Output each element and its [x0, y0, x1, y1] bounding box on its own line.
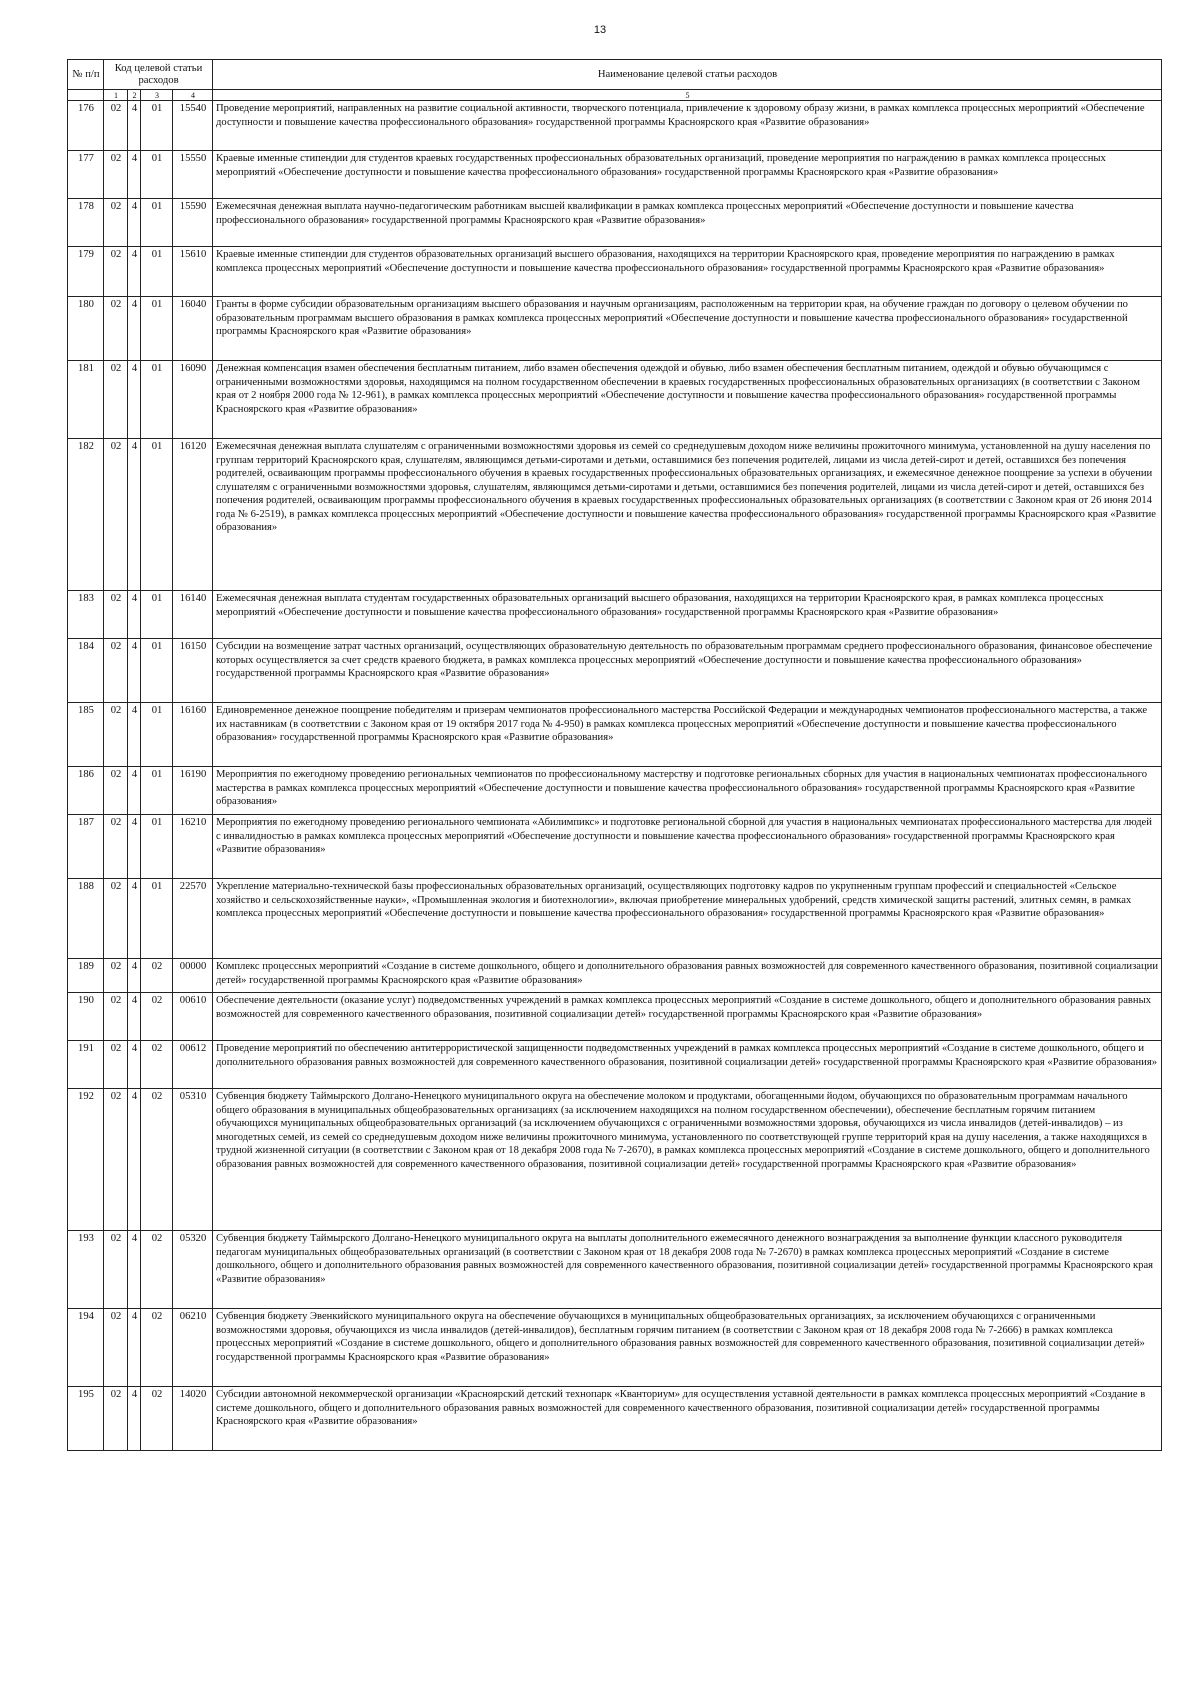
code-direction: 05310 — [173, 1089, 213, 1231]
row-number: 178 — [68, 199, 104, 247]
row-number: 177 — [68, 151, 104, 199]
row-number: 186 — [68, 767, 104, 815]
code-program: 02 — [104, 993, 128, 1041]
expenditure-name: Краевые именные стипендии для студентов краевых государственных профессиональных образовательных организаций, проведение мероприятия по награждению в рамках комплекса процессных мероприятий «Обеспечение доступности и повышение качества профессионального образования» государственной программы Красноярского края «Развитие образования» — [213, 151, 1162, 199]
table-row — [68, 1309, 1162, 1387]
header-number: № п/п — [68, 60, 104, 90]
table-row — [68, 639, 1162, 703]
code-direction: 00000 — [173, 959, 213, 993]
code-complex: 02 — [141, 1089, 173, 1231]
expenditure-name: Мероприятия по ежегодному проведению региональных чемпионатов по профессиональному мастерству и подготовке региональных сборных для участия в национальных чемпионатах профессионального мастерства в рамках комплекса процессных мероприятий «Обеспечение доступности и повышение качества профессионального образования» государственной программы Красноярского края «Развитие образования» — [213, 767, 1162, 815]
code-program: 02 — [104, 199, 128, 247]
table-row — [68, 297, 1162, 361]
code-subprogram: 4 — [128, 879, 141, 959]
code-direction: 15610 — [173, 247, 213, 297]
code-complex: 01 — [141, 591, 173, 639]
code-complex: 01 — [141, 703, 173, 767]
column-number-4: 4 — [173, 90, 213, 101]
table-row — [68, 1041, 1162, 1089]
code-program: 02 — [104, 1089, 128, 1231]
row-number: 189 — [68, 959, 104, 993]
code-complex: 02 — [141, 1041, 173, 1089]
code-direction: 15550 — [173, 151, 213, 199]
expenditure-name: Укрепление материально-технической базы профессиональных образовательных организаций, осуществляющих подготовку кадров по укрупненным группам профессий и специальностей «Сельское хозяйство и сельскохозяйственные науки», «Промышленная экология и биотехнологии», включая приобретение минеральных удобрений, средств химической защиты растений, элитных семян, в рамках комплекса процессных мероприятий «Обеспечение доступности и повышение качества профессионального образования» государственной программы Красноярского края «Развитие образования» — [213, 879, 1162, 959]
code-subprogram: 4 — [128, 815, 141, 879]
code-complex: 01 — [141, 879, 173, 959]
code-subprogram: 4 — [128, 959, 141, 993]
code-program: 02 — [104, 815, 128, 879]
row-number: 184 — [68, 639, 104, 703]
expenditure-name: Краевые именные стипендии для студентов образовательных организаций высшего образования, находящихся на территории Красноярского края, проведение мероприятия по награждению в рамках комплекса процессных мероприятий «Обеспечение доступности и повышение качества профессионального образования» государственной программы Красноярского края «Развитие образования» — [213, 247, 1162, 297]
code-subprogram: 4 — [128, 199, 141, 247]
code-program: 02 — [104, 247, 128, 297]
table-row — [68, 1089, 1162, 1231]
code-complex: 01 — [141, 815, 173, 879]
code-program: 02 — [104, 1309, 128, 1387]
table-row — [68, 199, 1162, 247]
code-program: 02 — [104, 959, 128, 993]
code-direction: 16120 — [173, 439, 213, 591]
table-row — [68, 151, 1162, 199]
code-complex: 01 — [141, 361, 173, 439]
code-complex: 01 — [141, 101, 173, 151]
code-subprogram: 4 — [128, 439, 141, 591]
code-direction: 15540 — [173, 101, 213, 151]
code-subprogram: 4 — [128, 591, 141, 639]
table-row — [68, 815, 1162, 879]
code-complex: 01 — [141, 151, 173, 199]
expenditure-name: Проведение мероприятий, направленных на развитие социальной активности, творческого потенциала, привлечение к здоровому образу жизни, в рамках комплекса процессных мероприятий «Обеспечение доступности и повышение качества профессионального образования» государственной программы Красноярского края «Развитие образования» — [213, 101, 1162, 151]
table-row — [68, 591, 1162, 639]
code-program: 02 — [104, 879, 128, 959]
header-row — [68, 60, 1162, 90]
code-direction: 00610 — [173, 993, 213, 1041]
expenditure-name: Гранты в форме субсидии образовательным организациям высшего образования и научным организациям, расположенным на территории края, на обучение граждан по договору о целевом обучении по образовательным программам высшего образования в рамках комплекса процессных мероприятий «Обеспечение доступности и повышение качества профессионального образования» государственной программы Красноярского края «Развитие образования» — [213, 297, 1162, 361]
code-direction: 22570 — [173, 879, 213, 959]
code-complex: 01 — [141, 247, 173, 297]
row-number: 179 — [68, 247, 104, 297]
column-number-row — [68, 90, 1162, 101]
expenditure-name: Комплекс процессных мероприятий «Создание в системе дошкольного, общего и дополнительного образования равных возможностей для современного качественного образования, позитивной социализации детей» государственной программы Красноярского края «Развитие образования» — [213, 959, 1162, 993]
row-number: 192 — [68, 1089, 104, 1231]
code-subprogram: 4 — [128, 1309, 141, 1387]
code-complex: 02 — [141, 1231, 173, 1309]
expenditure-name: Проведение мероприятий по обеспечению антитеррористической защищенности подведомственных учреждений в рамках комплекса процессных мероприятий «Создание в системе дошкольного, общего и дополнительного образования равных возможностей для современного качественного образования, позитивной социализации детей» государственной программы Красноярского края «Развитие образования» — [213, 1041, 1162, 1089]
header-code: Код целевой статьи расходов — [104, 60, 213, 90]
row-number: 193 — [68, 1231, 104, 1309]
code-complex: 01 — [141, 439, 173, 591]
row-number: 195 — [68, 1387, 104, 1451]
table-row — [68, 767, 1162, 815]
row-number: 185 — [68, 703, 104, 767]
table-row — [68, 879, 1162, 959]
code-subprogram: 4 — [128, 1041, 141, 1089]
row-number: 176 — [68, 101, 104, 151]
code-direction: 00612 — [173, 1041, 213, 1089]
code-subprogram: 4 — [128, 151, 141, 199]
code-direction: 15590 — [173, 199, 213, 247]
code-program: 02 — [104, 297, 128, 361]
code-complex: 01 — [141, 199, 173, 247]
code-program: 02 — [104, 101, 128, 151]
code-program: 02 — [104, 1387, 128, 1451]
column-number-3: 3 — [141, 90, 173, 101]
expenditure-name: Субвенция бюджету Таймырского Долгано-Ненецкого муниципального округа на обеспечение молоком и продуктами, обогащенными йодом, обучающихся по образовательным программам начального общего образования в муниципальных общеобразовательных организациях (за исключением находящихся на полном государственном обеспечении), обеспечение бесплатным горячим питанием обучающихся муниципальных общеобразовательных организаций (за исключением обучающихся с ограниченными возможностями здоровья, обучающихся из числа инвалидов (детей-инвалидов) – из многодетных семей, из семей со среднедушевым доходом ниже величины прожиточного минимума, установленного по соответствующей группе территорий края на душу населения, а также находящихся в трудной жизненной ситуации (в соответствии с Законом края от 18 декабря 2008 года № 7-2670), в рамках комплекса процессных мероприятий «Создание в системе дошкольного, общего и дополнительного образования равных возможностей для современного качественного образования, позитивной социализации детей» государственной программы Красноярского края «Развитие образования» — [213, 1089, 1162, 1231]
code-program: 02 — [104, 361, 128, 439]
table-row — [68, 959, 1162, 993]
code-direction: 16040 — [173, 297, 213, 361]
table-row — [68, 1231, 1162, 1309]
expenditure-name: Ежемесячная денежная выплата слушателям с ограниченными возможностями здоровья из семей со среднедушевым доходом ниже величины прожиточного минимума, установленной на душу населения по группам территорий Красноярского края, слушателям, являющимся детьми-сиротами и детьми, оставшимися без попечения родителей, лицами из числа детей-сирот и детей, оставшихся без попечения родителей, осваивающим программы профессионального обучения в краевых государственных профессиональных образовательных организациях, и ежемесячное денежное поощрение за успехи в обучении слушателям с ограниченными возможностями здоровья, слушателям, являющимся детьми-сиротами и детьми, оставшимися без попечения родителей, лицами из числа детей-сирот и детей, оставшихся без попечения родителей, осваивающим программы профессионального обучения в краевых государственных профессиональных образовательных организациях (в соответствии с Законом края от 26 июня 2014 года № 6-2519), в рамках комплекса процессных мероприятий «Обеспечение доступности и повышение качества профессионального образования» государственной программы Красноярского края «Развитие образования» — [213, 439, 1162, 591]
code-complex: 01 — [141, 639, 173, 703]
row-number: 181 — [68, 361, 104, 439]
row-number: 188 — [68, 879, 104, 959]
code-subprogram: 4 — [128, 297, 141, 361]
code-direction: 16190 — [173, 767, 213, 815]
code-subprogram: 4 — [128, 247, 141, 297]
code-program: 02 — [104, 151, 128, 199]
row-number: 194 — [68, 1309, 104, 1387]
code-direction: 16140 — [173, 591, 213, 639]
table-row — [68, 247, 1162, 297]
table-row — [68, 101, 1162, 151]
code-direction: 06210 — [173, 1309, 213, 1387]
code-direction: 05320 — [173, 1231, 213, 1309]
expenditure-name: Ежемесячная денежная выплата студентам государственных образовательных организаций высшего образования, находящихся на территории Красноярского края, в рамках комплекса процессных мероприятий «Обеспечение доступности и повышение качества профессионального образования» государственной программы Красноярского края «Развитие образования» — [213, 591, 1162, 639]
expenditure-name: Субвенция бюджету Эвенкийского муниципального округа на обеспечение обучающихся в муниципальных общеобразовательных организациях, за исключением обучающихся с ограниченными возможностями здоровья, обучающихся из числа инвалидов (детей-инвалидов), бесплатным горячим питанием (в соответствии с Законом края от 18 декабря 2008 года № 7-2666) в рамках комплекса процессных мероприятий «Создание в системе дошкольного, общего и дополнительного образования равных возможностей для современного качественного образования, позитивной социализации детей» государственной программы Красноярского края «Развитие образования» — [213, 1309, 1162, 1387]
code-subprogram: 4 — [128, 1387, 141, 1451]
code-complex: 01 — [141, 767, 173, 815]
code-direction: 14020 — [173, 1387, 213, 1451]
column-number-blank — [68, 90, 104, 101]
code-program: 02 — [104, 1231, 128, 1309]
expenditure-name: Ежемесячная денежная выплата научно-педагогическим работникам высшей квалификации в рамках комплекса процессных мероприятий «Обеспечение доступности и повышение качества профессионального образования» государственной программы Красноярского края «Развитие образования» — [213, 199, 1162, 247]
code-complex: 01 — [141, 297, 173, 361]
page-number: 13 — [593, 24, 607, 36]
column-number-1: 1 — [104, 90, 128, 101]
header-name: Наименование целевой статьи расходов — [213, 60, 1162, 90]
code-subprogram: 4 — [128, 361, 141, 439]
expenditure-name: Субвенция бюджету Таймырского Долгано-Ненецкого муниципального округа на выплаты дополнительного ежемесячного денежного вознаграждения за выполнение функции классного руководителя педагогам муниципальных общеобразовательных организаций (в соответствии с Законом края от 18 декабря 2008 года № 7-2670) в рамках комплекса процессных мероприятий «Создание в системе дошкольного, общего и дополнительного образования равных возможностей для современного качественного образования, позитивной социализации детей» государственной программы Красноярского края «Развитие образования» — [213, 1231, 1162, 1309]
code-subprogram: 4 — [128, 101, 141, 151]
code-complex: 02 — [141, 1387, 173, 1451]
code-subprogram: 4 — [128, 639, 141, 703]
table-row — [68, 1387, 1162, 1451]
row-number: 190 — [68, 993, 104, 1041]
code-program: 02 — [104, 439, 128, 591]
table-row — [68, 993, 1162, 1041]
row-number: 187 — [68, 815, 104, 879]
expenditure-name: Мероприятия по ежегодному проведению регионального чемпионата «Абилимпикс» и подготовке региональной сборной для участия в национальных чемпионатах профессионального мастерства для людей с инвалидностью в рамках комплекса процессных мероприятий «Обеспечение доступности и повышение качества профессионального образования» государственной программы Красноярского края «Развитие образования» — [213, 815, 1162, 879]
code-program: 02 — [104, 1041, 128, 1089]
code-direction: 16090 — [173, 361, 213, 439]
code-direction: 16160 — [173, 703, 213, 767]
column-number-2: 2 — [128, 90, 141, 101]
table-body — [68, 101, 1162, 1451]
row-number: 180 — [68, 297, 104, 361]
code-program: 02 — [104, 703, 128, 767]
code-subprogram: 4 — [128, 1089, 141, 1231]
code-direction: 16210 — [173, 815, 213, 879]
row-number: 182 — [68, 439, 104, 591]
code-direction: 16150 — [173, 639, 213, 703]
table-row — [68, 361, 1162, 439]
code-program: 02 — [104, 639, 128, 703]
expenditure-name: Денежная компенсация взамен обеспечения бесплатным питанием, либо взамен обеспечения одеждой и обувью, либо взамен обеспечения бесплатным питанием, одеждой и обувью обучающимся с ограниченными возможностями здоровья, находящимся на полном государственном обеспечении в краевых государственных профессиональных образовательных организациях (в соответствии с Законом края от 2 ноября 2000 года № 12-961), в рамках комплекса процессных мероприятий «Обеспечение доступности и повышение качества профессионального образования» государственной программы Красноярского края «Развитие образования» — [213, 361, 1162, 439]
code-subprogram: 4 — [128, 1231, 141, 1309]
row-number: 191 — [68, 1041, 104, 1089]
expenditure-name: Единовременное денежное поощрение победителям и призерам чемпионатов профессионального мастерства Российской Федерации и международных чемпионатов профессионального мастерства, а также их наставникам (в соответствии с Законом края от 19 октября 2017 года № 4-950) в рамках комплекса процессных мероприятий «Обеспечение доступности и повышение качества профессионального образования» государственной программы Красноярского края «Развитие образования» — [213, 703, 1162, 767]
code-program: 02 — [104, 767, 128, 815]
code-complex: 02 — [141, 993, 173, 1041]
row-number: 183 — [68, 591, 104, 639]
table-row — [68, 703, 1162, 767]
code-subprogram: 4 — [128, 703, 141, 767]
expenditure-name: Обеспечение деятельности (оказание услуг) подведомственных учреждений в рамках комплекса процессных мероприятий «Создание в системе дошкольного, общего и дополнительного образования равных возможностей для современного качественного образования, позитивной социализации детей» государственной программы Красноярского края «Развитие образования» — [213, 993, 1162, 1041]
expenditure-name: Субсидии автономной некоммерческой организации «Красноярский детский технопарк «Кванториум» для осуществления уставной деятельности в рамках комплекса процессных мероприятий «Создание в системе дошкольного, общего и дополнительного образования равных возможностей для современного качественного образования, позитивной социализации детей» государственной программы Красноярского края «Развитие образования» — [213, 1387, 1162, 1451]
code-subprogram: 4 — [128, 767, 141, 815]
code-program: 02 — [104, 591, 128, 639]
expenditure-name: Субсидии на возмещение затрат частных организаций, осуществляющих образовательную деятельность по образовательным программам среднего профессионального образования, финансовое обеспечение которых осуществляется за счет средств краевого бюджета, в рамках комплекса процессных мероприятий «Обеспечение доступности и повышение качества профессионального образования» государственной программы Красноярского края «Развитие образования» — [213, 639, 1162, 703]
expenditure-table — [67, 59, 1162, 1451]
code-subprogram: 4 — [128, 993, 141, 1041]
code-complex: 02 — [141, 959, 173, 993]
table-row — [68, 439, 1162, 591]
code-complex: 02 — [141, 1309, 173, 1387]
column-number-5: 5 — [213, 90, 1162, 101]
